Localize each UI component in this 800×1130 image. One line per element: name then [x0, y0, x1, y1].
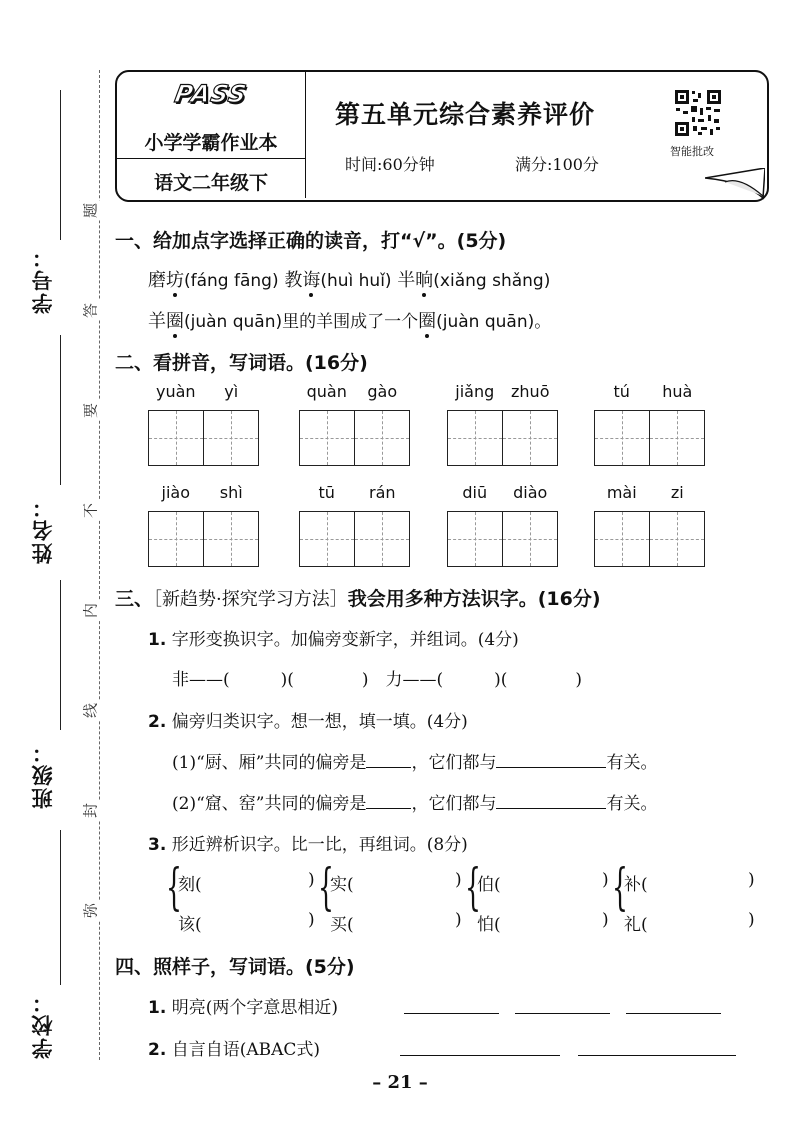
qr-code-icon[interactable] [674, 89, 722, 137]
pinyin-choice[interactable]: (fáng fāng) [184, 271, 279, 291]
answer-blank[interactable] [626, 1013, 721, 1014]
brand-line-1: 小学学霸作业本 [144, 132, 278, 154]
compare-item[interactable]: 刻( [178, 875, 202, 895]
name-label: 姓名： [31, 495, 55, 564]
q3-1: 1. 字形变换识字。加偏旁变新字，并组词。(4分) [148, 630, 519, 650]
page-curl-icon [705, 168, 765, 200]
close-paren: ) [455, 870, 462, 890]
school-label: 学校： [31, 990, 55, 1059]
close-paren: ) [748, 870, 755, 890]
brace-icon: { [611, 858, 628, 916]
seal-char: 弥 [80, 901, 101, 921]
dotted-char: 圈 [418, 311, 437, 332]
q3-3: 3. 形近辨析识字。比一比，再组词。(8分) [148, 835, 468, 855]
seal-char: 封 [80, 801, 101, 821]
q3-2: 2. 偏旁归类识字。想一想，填一填。(4分) [148, 712, 468, 732]
answer-blank[interactable] [496, 790, 606, 809]
full-score: 满分:100分 [515, 155, 599, 174]
section-1-line-2: 羊圈(juàn quān)里的羊围成了一个圈(juàn quān)。 [148, 311, 552, 332]
q3-2-a: (1)“厨、厢”共同的偏旁是 ，它们都与 有关。 [172, 748, 657, 773]
answer-blank[interactable] [366, 749, 411, 768]
brace-icon: { [317, 858, 334, 916]
page-number: – 21 – [372, 1072, 428, 1093]
class-label: 班级： [31, 740, 55, 809]
dotted-char: 圈 [166, 311, 184, 332]
q3-2-b: (2)“窟、窑”共同的偏旁是 ，它们都与 有关。 [172, 789, 657, 814]
pinyin-choice[interactable]: (juàn quān)里的羊围成了一个 [184, 312, 419, 332]
compare-item[interactable]: 礼( [624, 915, 648, 935]
name-line[interactable] [60, 335, 61, 485]
writing-grid[interactable]: mài zi [594, 511, 705, 567]
answer-blank[interactable] [404, 1013, 499, 1014]
section-4-heading: 四、照样子，写词语。(5分) [115, 956, 355, 978]
dotted-char: 诲 [302, 270, 321, 291]
answer-blank[interactable] [515, 1013, 610, 1014]
dotted-char: 晌 [415, 270, 434, 291]
seal-char: 内 [80, 601, 101, 621]
close-paren: ) [602, 870, 609, 890]
trend-tag: ［新趋势·探究学习方法］ [153, 589, 348, 610]
seal-char: 答 [80, 301, 101, 321]
writing-grid[interactable]: jiào shì [148, 511, 259, 567]
compare-item[interactable]: 买( [330, 915, 354, 935]
seal-char: 要 [80, 401, 101, 421]
compare-item[interactable]: 补( [624, 875, 648, 895]
writing-grid[interactable]: quàn gào [299, 410, 410, 466]
answer-blank[interactable] [496, 749, 606, 768]
class-line[interactable] [60, 580, 61, 730]
q4-1: 1. 明亮(两个字意思相近) [148, 998, 338, 1018]
page-title: 第五单元综合素养评价 [335, 100, 596, 129]
dotted-char: 坊 [166, 270, 184, 291]
close-paren: ) [455, 910, 462, 930]
compare-item[interactable]: 该( [178, 915, 202, 935]
compare-item[interactable]: 怕( [477, 915, 501, 935]
section-1-heading: 一、给加点字选择正确的读音，打“√”。(5分) [115, 230, 507, 252]
answer-blank[interactable] [366, 790, 411, 809]
close-paren: ) [308, 910, 315, 930]
close-paren: ) [308, 870, 315, 890]
section-1-line-1: 磨坊(fáng fāng) 教诲(huì huǐ) 半晌(xiǎng shǎng) [148, 270, 551, 291]
seal-char: 不 [80, 501, 101, 521]
close-paren: ) [602, 910, 609, 930]
school-line[interactable] [60, 830, 61, 985]
pinyin-choice[interactable]: (juàn quān)。 [436, 312, 552, 332]
student-id-label: 学号： [31, 245, 55, 314]
header-divider [305, 72, 306, 198]
brace-icon: { [464, 858, 481, 916]
section-2-heading: 二、看拼音，写词语。(16分) [115, 352, 368, 374]
pinyin-choice[interactable]: (xiǎng shǎng) [433, 271, 551, 291]
student-id-line[interactable] [60, 90, 61, 240]
seal-char: 线 [80, 701, 101, 721]
pass-logo: PASS [172, 80, 250, 108]
q3-1-answer-line[interactable]: 非——( )( ) 力——( )( ) [172, 670, 583, 690]
seal-char: 题 [80, 201, 101, 221]
answer-blank[interactable] [400, 1055, 560, 1056]
writing-grid[interactable]: jiǎng zhuō [447, 410, 558, 466]
section-3-heading: 三、［新趋势·探究学习方法］我会用多种方法识字。(16分) [115, 588, 601, 610]
time-limit: 时间:60分钟 [345, 155, 435, 174]
brand-divider [115, 158, 305, 159]
brace-icon: { [165, 858, 182, 916]
writing-grid[interactable]: yuàn yì [148, 410, 259, 466]
q4-2: 2. 自言自语(ABAC式) [148, 1040, 321, 1060]
brand-line-2: 语文二年级下 [153, 172, 268, 194]
writing-grid[interactable]: tū rán [299, 511, 410, 567]
pinyin-choice[interactable]: (huì huǐ) [320, 271, 392, 291]
compare-item[interactable]: 实( [330, 875, 354, 895]
qr-label: 智能批改 [670, 145, 714, 158]
compare-item[interactable]: 伯( [477, 875, 501, 895]
writing-grid[interactable]: tú huà [594, 410, 705, 466]
writing-grid[interactable]: diū diào [447, 511, 558, 567]
close-paren: ) [748, 910, 755, 930]
answer-blank[interactable] [578, 1055, 736, 1056]
